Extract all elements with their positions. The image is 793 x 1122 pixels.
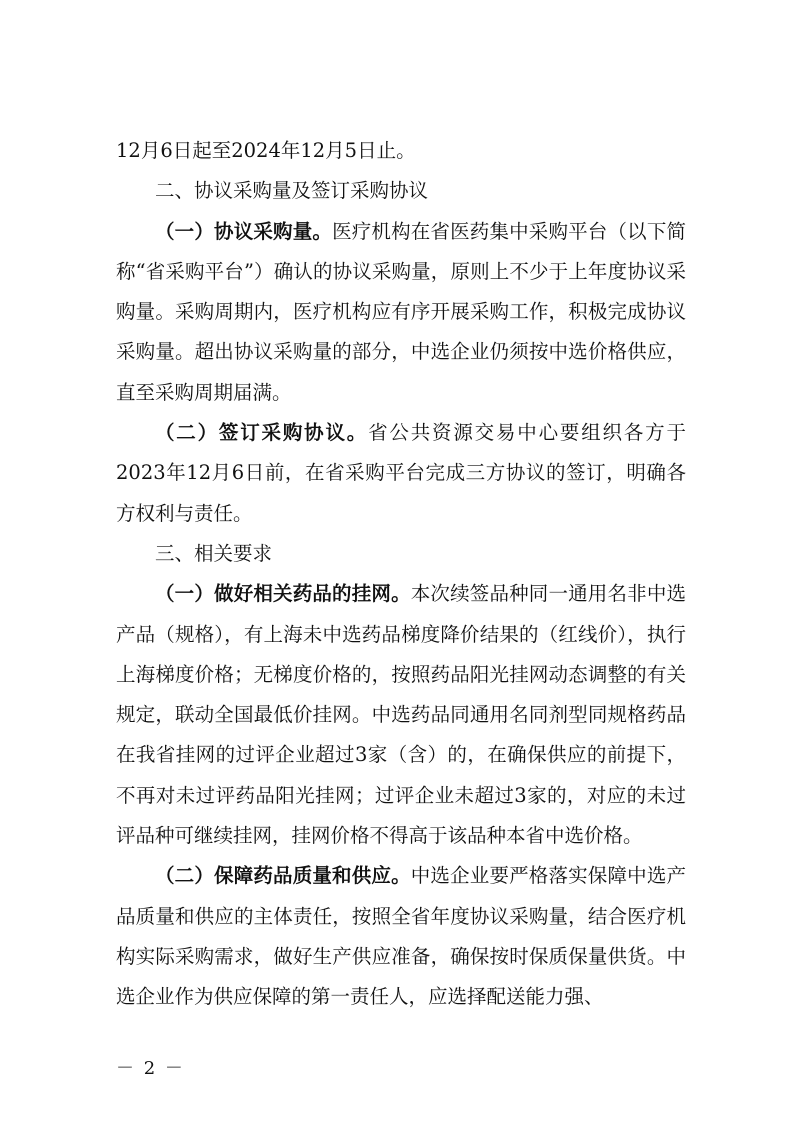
paragraph-agreed-volume [116, 212, 686, 413]
paragraph-listing [116, 574, 686, 856]
paragraph-sign-agreement-text: 省公共资源交易中心要组织各方于2023年12月6日前，在省采购平台完成三方协议的签订，明确各方权利与责任。 [116, 421, 686, 525]
paragraph-agreed-volume-text: 医疗机构在省医药集中采购平台（以下简称“省采购平台”）确认的协议采购量，原则上不少于上年度协议采购量。采购周期内，医疗机构应有序开展采购工作，积极完成协议采购量。超出协议采购量的部分，中选企业仍须按中选价格供应，直至采购周期届满。 [116, 219, 686, 404]
subheading-agreed-volume: （一）协议采购量。 [155, 219, 333, 243]
section-heading-3: 三、相关要求 [155, 541, 273, 565]
paragraph-quality-supply [116, 856, 686, 1017]
document-body [116, 131, 686, 1018]
paragraph-quality-supply-text: 中选企业要严格落实保障中选产品质量和供应的主体责任，按照全省年度协议采购量，结合医疗机构实际采购需求，做好生产供应准备，确保按时保质保量供货。中选企业作为供应保障的第一责任人，应选择配送能力强、 [116, 864, 686, 1009]
page-number: － 2 － [116, 1058, 185, 1079]
section-heading-2: 二、协议采购量及签订采购协议 [155, 179, 429, 203]
subheading-quality-supply: （二）保障药品质量和供应。 [155, 864, 411, 888]
subheading-sign-agreement: （二）签订采购协议。 [155, 421, 369, 445]
subheading-listing: （一）做好相关药品的挂网。 [155, 582, 411, 606]
paragraph-continuation: 12月6日起至2024年12月5日止。 [116, 139, 416, 162]
paragraph-listing-text: 本次续签品种同一通用名非中选产品（规格），有上海未中选药品梯度降价结果的（红线价），执行上海梯度价格；无梯度价格的，按照药品阳光挂网动态调整的有关规定，联动全国最低价挂网。中选药品同通用名同剂型同规格药品在我省挂网的过评企业超过3家（含）的，在确保供应的前提下，不再对未过评药品阳光挂网；过评企业未超过3家的，对应的未过评品种可继续挂网，挂网价格不得高于该品种本省中选价格。 [116, 582, 686, 848]
paragraph-sign-agreement [116, 413, 686, 534]
